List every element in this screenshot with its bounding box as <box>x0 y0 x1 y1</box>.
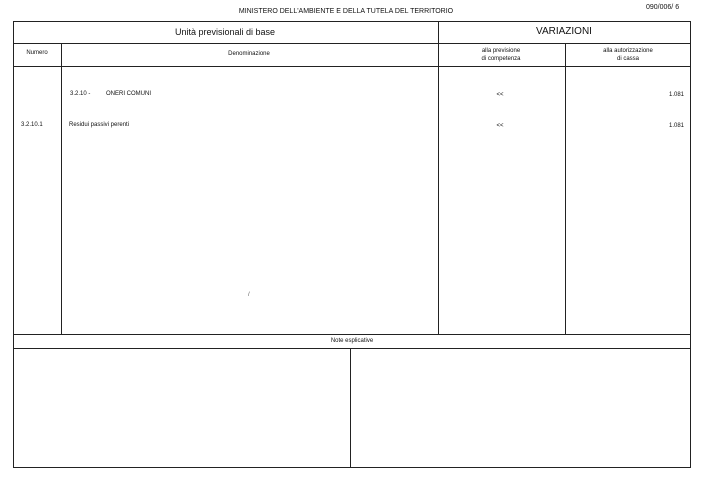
ministry-title: MINISTERO DELL'AMBIENTE E DELLA TUTELA DEL TERRITORIO <box>238 8 454 15</box>
notes-right-panel <box>351 349 690 467</box>
column-header-cassa-line1: alla autorizzazione <box>603 48 653 54</box>
row-code: 3.2.10 - <box>70 91 91 97</box>
row-denominazione: ONERI COMUNI <box>106 91 151 97</box>
section-unita-previsionali: Unità previsionali di base <box>174 27 276 37</box>
row-previsione: << <box>496 123 504 129</box>
column-header-numero: Numero <box>26 50 48 56</box>
column-header-previsione-line2: di competenza <box>481 56 521 62</box>
row-denominazione: Residui passivi perenti <box>69 122 130 128</box>
row-previsione: << <box>496 92 504 98</box>
row-cassa: 1.081 <box>668 92 684 98</box>
notes-left-panel <box>14 349 350 467</box>
column-header-denominazione: Denominazione <box>228 51 270 57</box>
row-numero: 3.2.10.1 <box>21 122 43 128</box>
column-header-cassa-line2: di cassa <box>616 56 640 62</box>
column-header-previsione-line1: alla previsione <box>481 48 521 54</box>
section-variazioni: VARIAZIONI <box>536 26 592 37</box>
stray-mark: / <box>248 292 250 298</box>
row-cassa: 1.081 <box>668 123 684 129</box>
notes-title: Note esplicative <box>330 338 374 344</box>
page-code: 090/006/ 6 <box>646 4 680 11</box>
